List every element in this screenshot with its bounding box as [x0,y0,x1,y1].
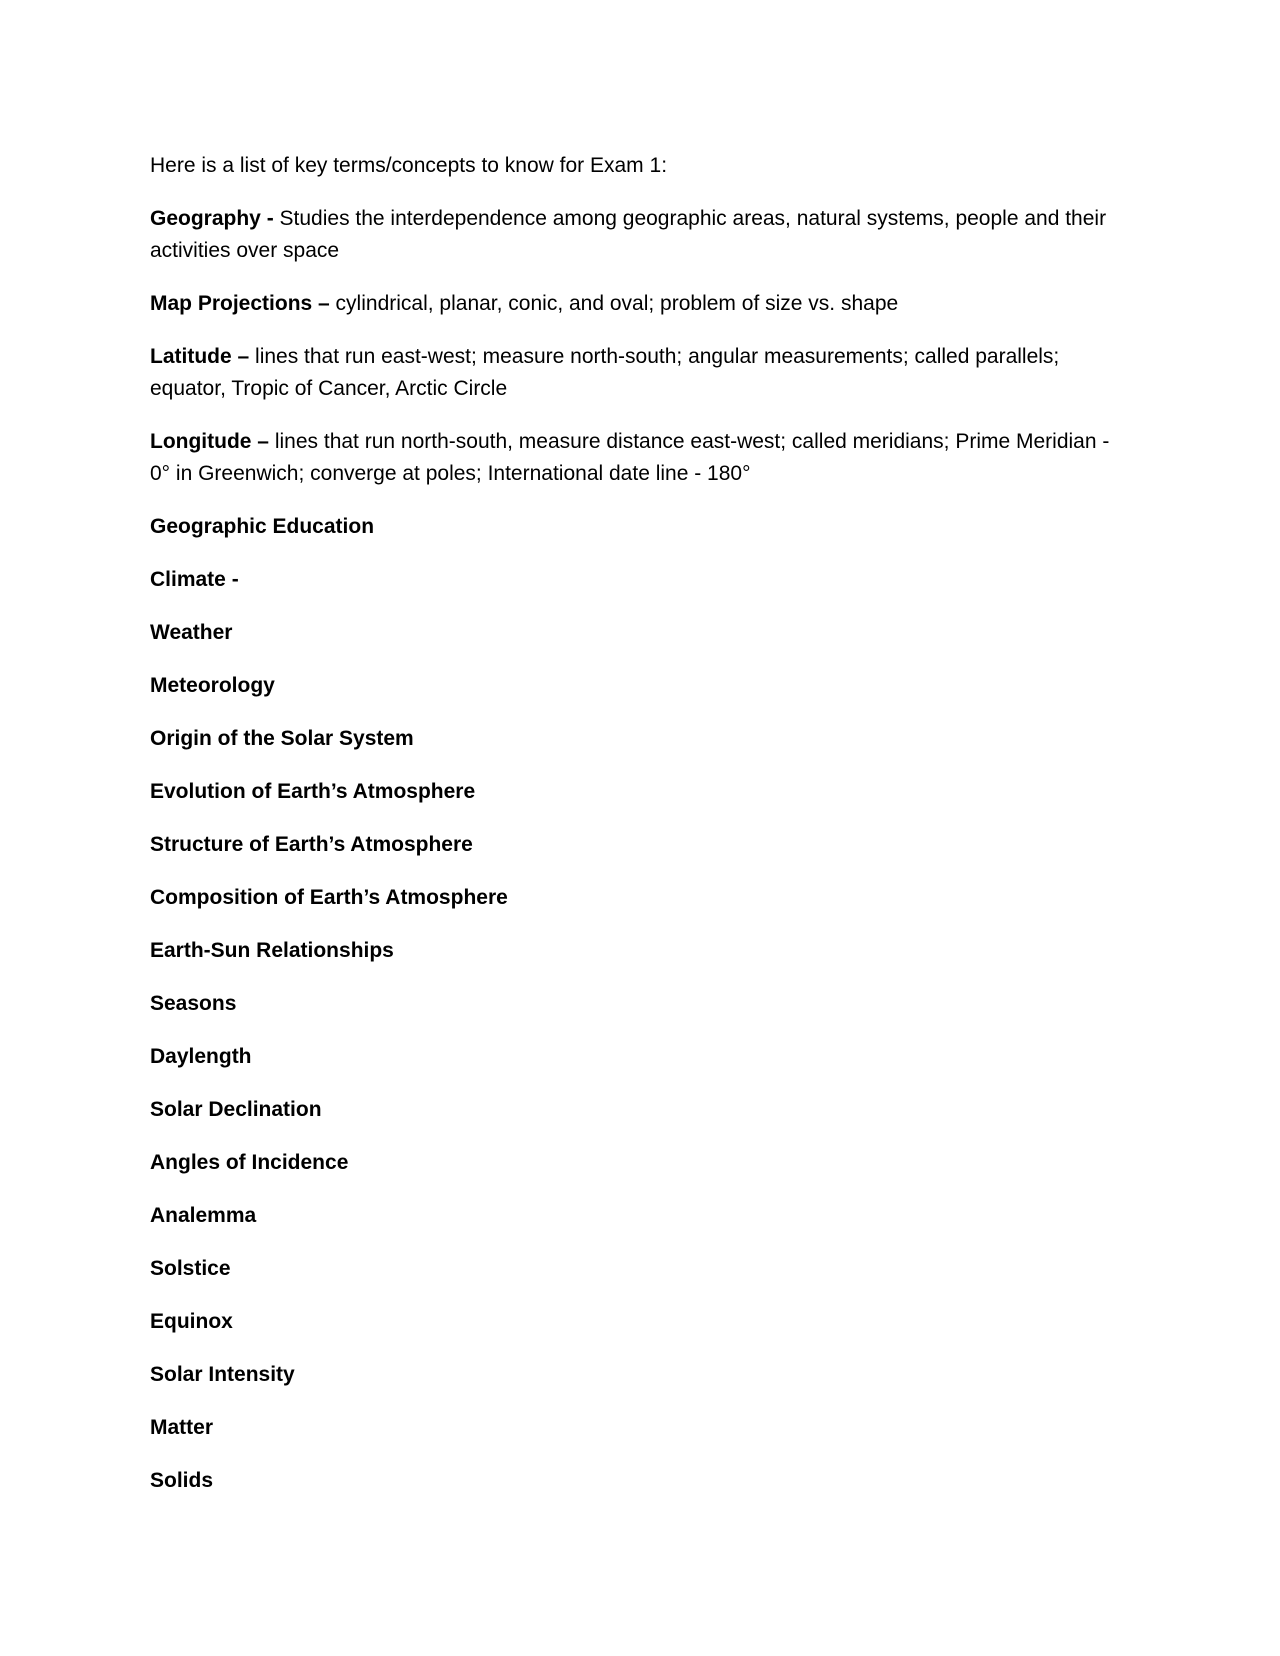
list-item: Earth-Sun Relationships [150,939,394,962]
list-item: Daylength [150,1045,252,1068]
list-item: Matter [150,1416,214,1439]
list-item: Analemma [150,1204,257,1227]
term-latitude [150,341,1120,405]
document-page [150,150,1120,1518]
term-label: Map Projections – [150,292,330,315]
list-item: Structure of Earth’s Atmosphere [150,833,473,856]
term-longitude [150,426,1120,490]
list-item: Equinox [150,1310,233,1333]
list-item: Solstice [150,1257,231,1280]
term-map-projections [150,288,1120,320]
list-item: Solids [150,1469,214,1492]
list-item: Evolution of Earth’s Atmosphere [150,780,476,803]
list-item: Climate - [150,568,239,591]
term-definition: Studies the interdependence among geographic areas, natural systems, people and their activities over space [150,207,1107,262]
list-item: Solar Intensity [150,1363,295,1386]
intro-text: Here is a list of key terms/concepts to know for Exam 1: [150,154,668,177]
term-definition: cylindrical, planar, conic, and oval; problem of size vs. shape [329,292,899,315]
list-item: Seasons [150,992,237,1015]
term-geography [150,203,1120,267]
term-label: Latitude – [150,345,250,368]
list-item: Weather [150,621,233,644]
list-item: Geographic Education [150,515,375,538]
term-label: Geography - [150,207,274,230]
list-item: Solar Declination [150,1098,322,1121]
term-label: Longitude – [150,430,269,453]
list-item: Composition of Earth’s Atmosphere [150,886,508,909]
list-item: Angles of Incidence [150,1151,349,1174]
term-definition: lines that run east-west; measure north-south; angular measurements; called parallels; equator, Tropic of Cancer, Arctic Circle [150,345,1060,400]
list-item: Meteorology [150,674,275,697]
term-definition: lines that run north-south, measure distance east-west; called meridians; Prime Meridian - 0° in Greenwich; converge at poles; International date line - 180° [150,430,1110,485]
list-item: Origin of the Solar System [150,727,414,750]
